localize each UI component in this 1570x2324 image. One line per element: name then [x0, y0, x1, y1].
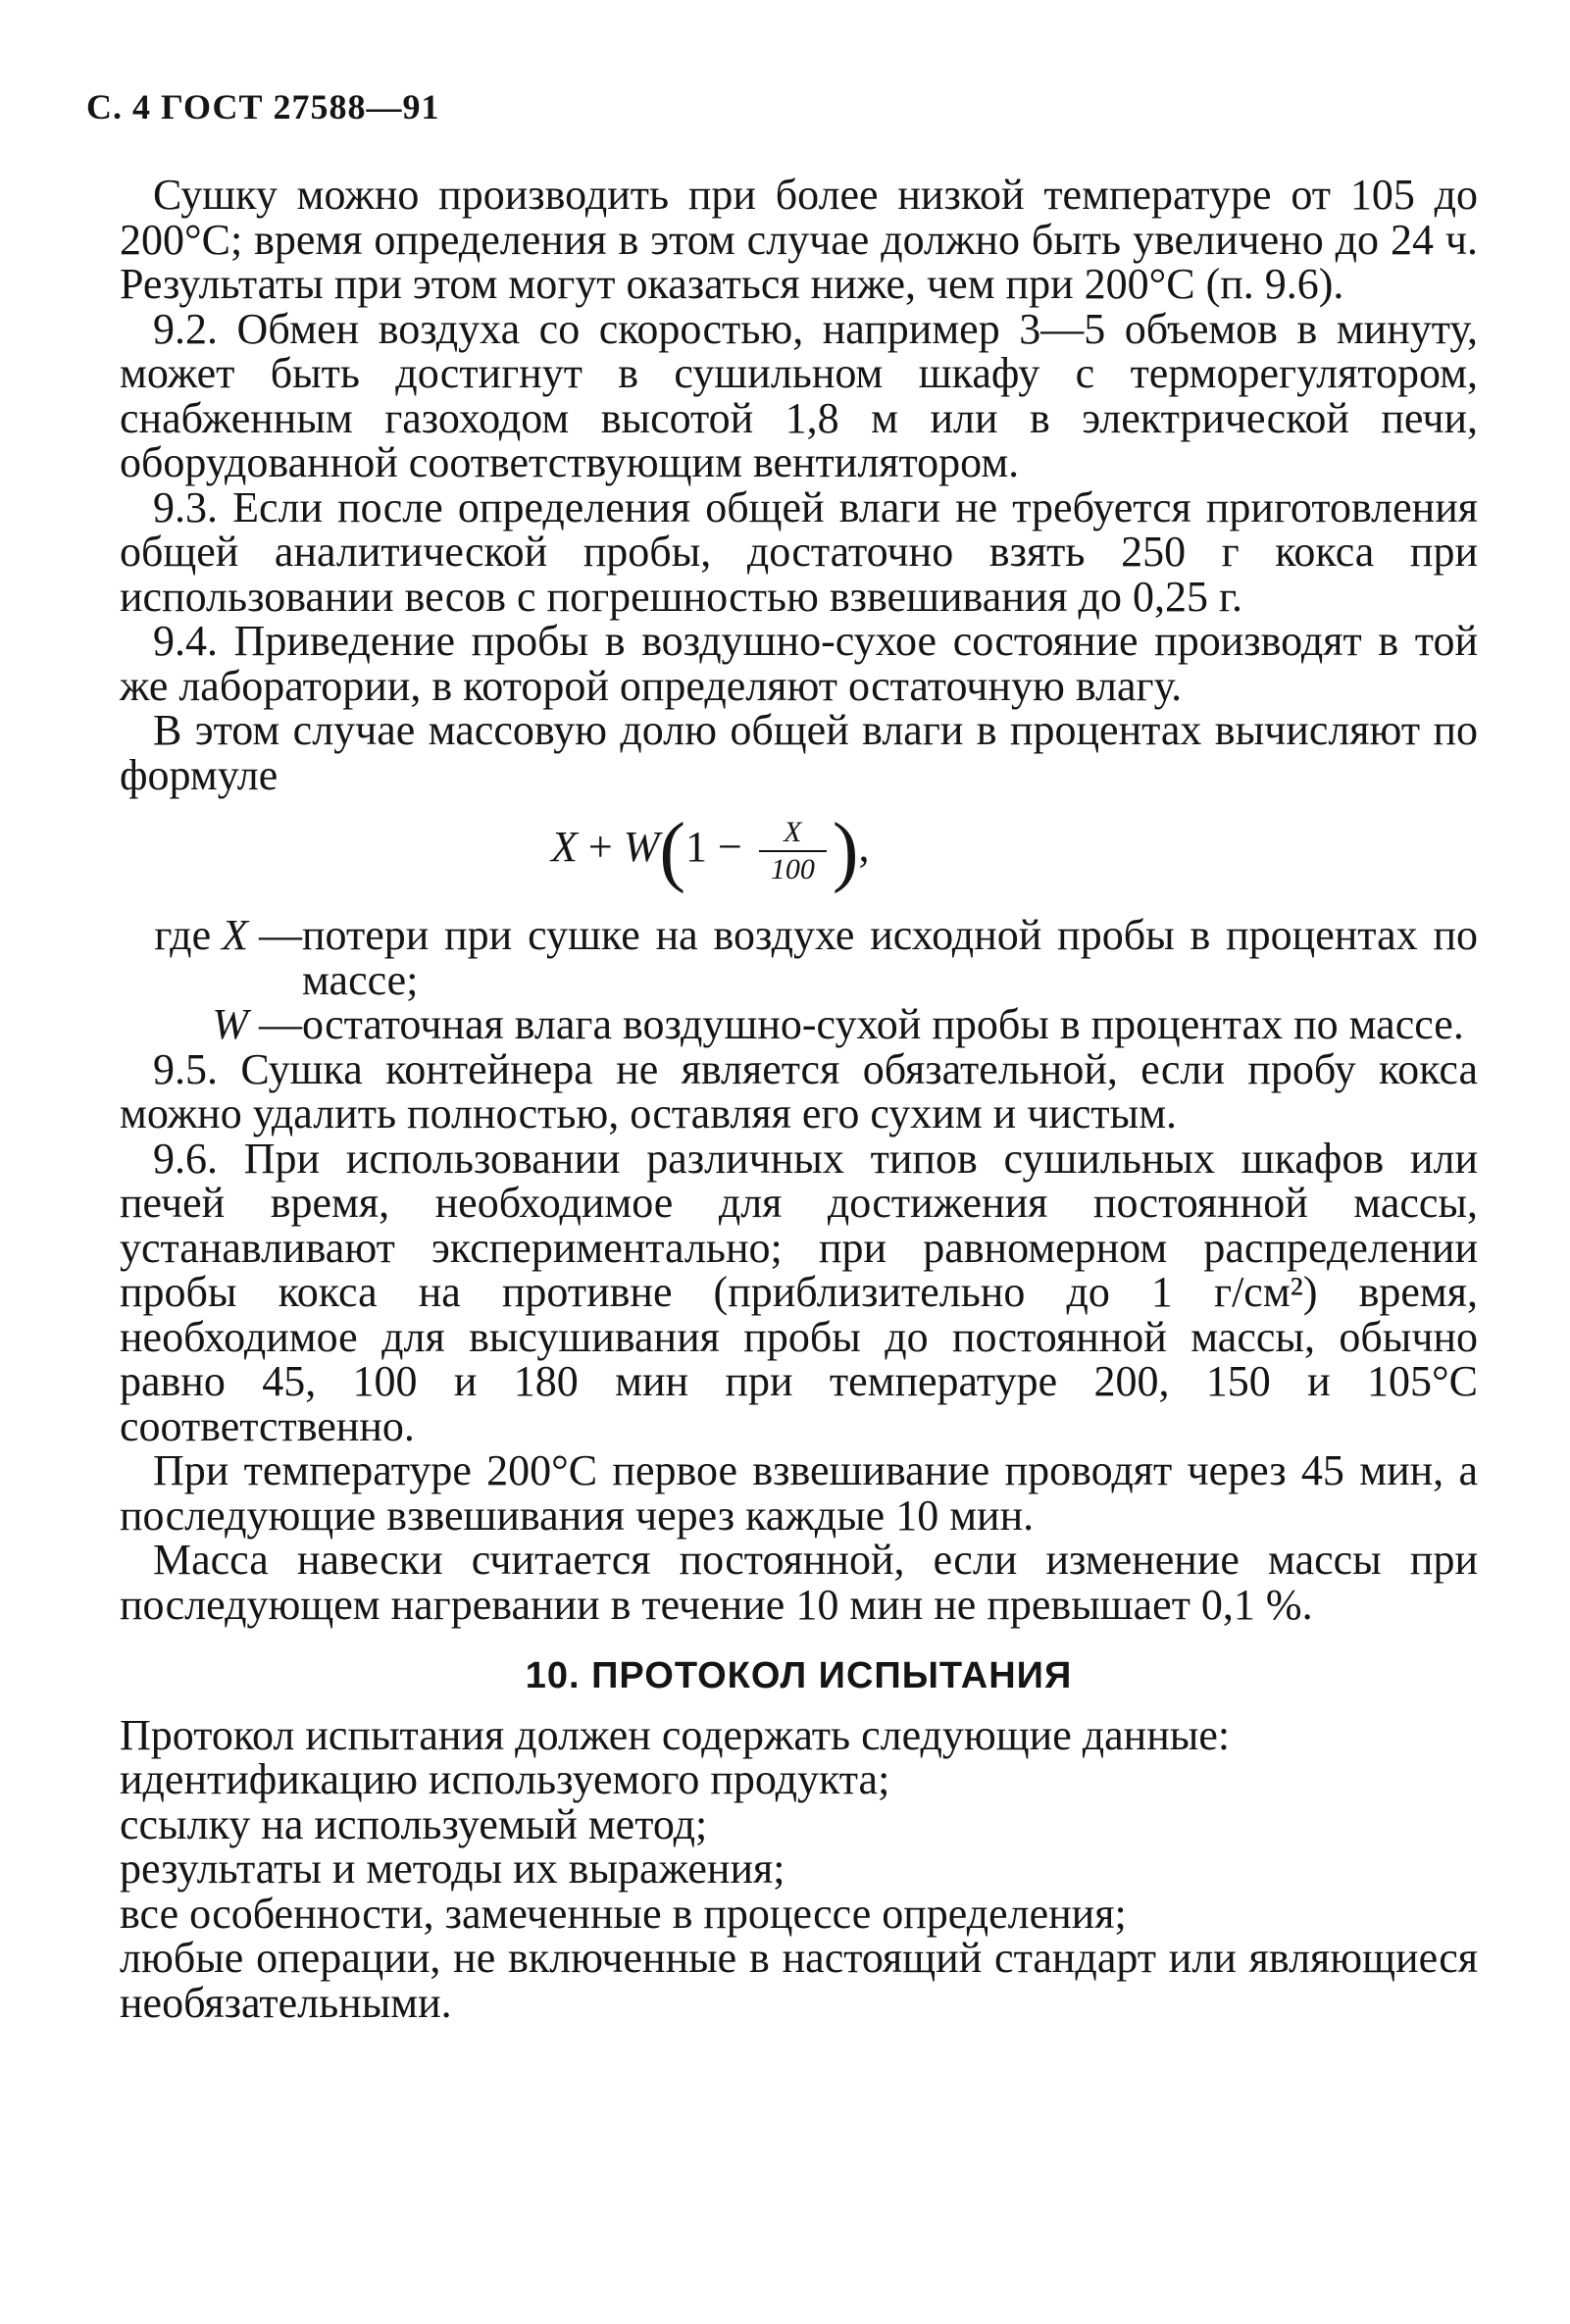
definition-dash: —: [248, 911, 302, 959]
paragraph-p7: 9.6. При использовании различных типов сушильных шкафов или печей время, необходимое для достижения постоянной массы, устанавливают экспериментально; при равномерном распределении пробы кокса на противне (приблизительно до 1 г/см²) время, необходимое для высушивания пробы до постоянной массы, обычно равно 45, 100 и 180 мин при температуре 200, 150 и 105°С соответственно.: [120, 1134, 1478, 1450]
definition-lead: [120, 913, 302, 958]
definition-variable: X: [222, 911, 248, 959]
protocol-item: любые операции, не включенные в настоящий стандарт или являющиеся необязательными.: [120, 1934, 1478, 2027]
formula-open-paren: (: [659, 808, 686, 894]
protocol-item: идентификацию используемого продукта;: [120, 1755, 890, 1803]
paragraph-p3: 9.3. Если после определения общей влаги не требуется приготовления общей аналитической пробы, достаточно взять 250 г кокса при использовании весов с погрешностью взвешивания до 0,25 г.: [120, 482, 1478, 621]
document-body: [120, 173, 1478, 2025]
protocol-item: результаты и методы их выражения;: [120, 1844, 785, 1893]
formula-var-w: W: [623, 823, 660, 872]
protocol-intro: Протокол испытания должен содержать следующие данные:: [120, 1710, 1231, 1759]
paragraph-p1: Сушку можно производить при более низкой температуре от 105 до 200°С; время определения в этом случае должно быть увеличено до 24 ч. Результаты при этом могут оказаться ниже, чем при 200°С (п. 9.6).: [120, 171, 1478, 308]
formula-one-minus: 1 −: [685, 823, 753, 872]
definition-row: [120, 913, 1478, 1002]
definition-lead: [120, 1002, 302, 1047]
formula-expression: [551, 808, 870, 894]
paragraph-p4: 9.4. Приведение пробы в воздушно-сухое состояние производят в той же лаборатории, в которой определяют остаточную влагу.: [120, 617, 1478, 710]
section-heading: 10. ПРОТОКОЛ ИСПЫТАНИЯ: [525, 1655, 1073, 1696]
formula-fraction: [759, 815, 827, 887]
mid-paragraphs: [120, 1044, 1478, 1629]
formula-tail: ,: [858, 823, 870, 872]
paragraph-p2: 9.2. Обмен воздуха со скоростью, например 3—5 объемов в минуту, может быть достигнут в сушильном шкафу с терморегулятором, снабженным газоходом высотой 1,8 м или в электрической печи, оборудованной соответствующим вентилятором.: [120, 304, 1478, 486]
protocol-item: ссылку на используемый метод;: [120, 1799, 708, 1848]
paragraph-p8: При температуре 200°С первое взвешивание проводят через 45 мин, а последующие взвешивания через каждые 10 мин.: [120, 1446, 1478, 1540]
formula-close-paren: ): [832, 808, 859, 894]
paragraph-p5: В этом случае массовую долю общей влаги в процентах вычисляют по формуле: [120, 706, 1478, 799]
formula: [120, 801, 1478, 909]
definitions-list: [120, 913, 1478, 1047]
top-paragraphs: [120, 173, 1478, 797]
definition-text: потери при сушке на воздухе исходной пробы в процентах по массе;: [302, 911, 1478, 1004]
page-header: С. 4 ГОСТ 27588—91: [86, 87, 440, 126]
paragraph-p9: Масса навески считается постоянной, если изменение массы при последующем нагревании в течение 10 мин не превышает 0,1 %.: [120, 1536, 1478, 1629]
protocol-item: все особенности, замеченные в процессе определения;: [120, 1889, 1127, 1938]
formula-var-x: X: [551, 823, 578, 872]
definition-row: [120, 1002, 1478, 1047]
paragraph-p6: 9.5. Сушка контейнера не является обязательной, если пробу кокса можно удалить полностью, оставляя его сухим и чистым.: [120, 1044, 1478, 1137]
formula-numerator: X: [759, 815, 827, 852]
definition-text: остаточная влага воздушно-сухой пробы в процентах по массе.: [302, 1000, 1464, 1048]
formula-denominator: 100: [770, 853, 815, 885]
formula-plus: +: [577, 823, 624, 872]
definition-dash: —: [248, 1000, 302, 1048]
protocol-items: [120, 1710, 1478, 2027]
definition-prefix: где: [154, 911, 223, 959]
definition-variable: W: [212, 1000, 248, 1048]
